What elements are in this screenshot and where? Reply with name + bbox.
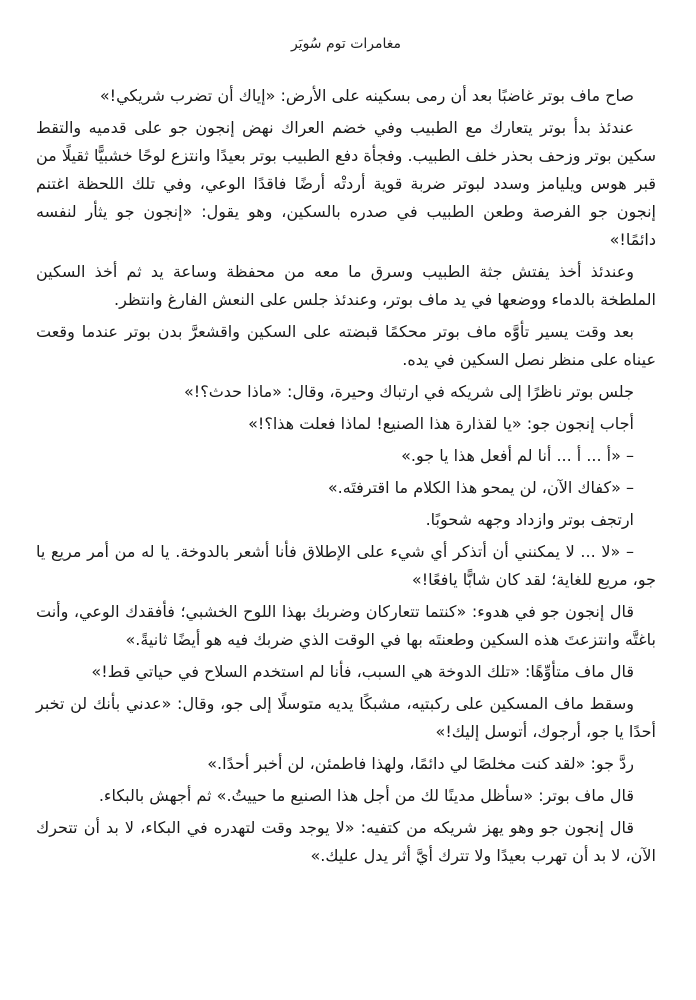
paragraph: – «أ ... أ ... أنا لم أفعل هذا يا جو.» [401, 446, 634, 465]
paragraph: صاح ماف بوتر غاضبًا بعد أن رمى بسكينه على الأرض: «إياك أن تضرب شريكي!» [99, 86, 634, 105]
paragraph: وعندئذ أخذ يفتش جثة الطبيب وسرق ما معه من محفظة وساعة يد ثم أخذ السكين الملطخة بالدماء ووضعها في يد ماف بوتر، وعندئذ جلس على النعش الفارغ وانتظر. [36, 262, 656, 309]
paragraph: ردَّ جو: «لقد كنت مخلصًا لي دائمًا، ولهذا فاطمئن، لن أخبر أحدًا.» [207, 754, 634, 773]
paragraph: قال ماف بوتر: «سأظل مدينًا لك من أجل هذا الصنيع ما حييتُ.» ثم أجهش بالبكاء. [98, 786, 634, 805]
paragraph: قال إنجون جو في هدوء: «كنتما تتعاركان وضربك بهذا اللوح الخشبي؛ فأفقدك الوعي، وأنت باغتَّه وانتزعتَ هذه السكين وطعنتَه بها في الوقت الذي ضربك فيه هو أيضًا ثانيةً.» [36, 602, 656, 649]
paragraph: جلس بوتر ناظرًا إلى شريكه في ارتباك وحيرة، وقال: «ماذا حدث؟!» [184, 382, 634, 401]
paragraph: بعد وقت يسير تأوَّه ماف بوتر محكمًا قبضته على السكين واقشعرَّ بدن بوتر عندما وقعت عيناه على منظر نصل السكين في يده. [36, 322, 656, 369]
paragraph: – «كفاك الآن، لن يمحو هذا الكلام ما اقترفتَه.» [327, 478, 634, 497]
paragraph: قال إنجون جو وهو يهز شريكه من كتفيه: «لا يوجد وقت لتهدره في البكاء، لا بد أن تتحرك الآن، لا بد أن تهرب بعيدًا ولا تترك أيَّ أثر يدل عليك.» [36, 818, 656, 865]
paragraph: – «لا ... لا يمكنني أن أتذكر أي شيء على الإطلاق فأنا أشعر بالدوخة. يا له من أمر مريع يا جو، مريع للغاية؛ لقد كان شابًّا يافعًا!» [36, 542, 656, 589]
paragraph: ارتجف بوتر وازداد وجهه شحوبًا. [425, 510, 634, 529]
body-text [36, 82, 656, 870]
paragraph: قال ماف متأوِّهًا: «تلك الدوخة هي السبب، فأنا لم استخدم السلاح في حياتي قط!» [91, 662, 634, 681]
paragraph: أجاب إنجون جو: «يا لقذارة هذا الصنيع! لماذا فعلت هذا؟!» [248, 414, 634, 433]
paragraph: عندئذ بدأ بوتر يتعارك مع الطبيب وفي خضم العراك نهض إنجون جو على قدميه والتقط سكين بوتر وزحف بحذر خلف الطبيب. وفجأة دفع الطبيب بوتر بعيدًا وانتزع لوحًا خشبيًّا ثقيلًا من قبر هوس ويليامز وسدد لبوتر ضربة قوية أردتْه أرضًا فاقدًا الوعي، وفي تلك اللحظة اغتنم إنجون جو الفرصة وطعن الطبيب في صدره بالسكين، وهو يقول: «إنجون جو يثأر لنفسه دائمًا!» [36, 118, 656, 249]
running-head-title: مغامرات توم سُويَر [290, 36, 402, 52]
paragraph: وسقط ماف المسكين على ركبتيه، مشبكًا يديه متوسلًا إلى جو، وقال: «عدني بأنك لن تخبر أحدًا يا جو، أرجوك، أتوسل إليك!» [36, 694, 656, 741]
